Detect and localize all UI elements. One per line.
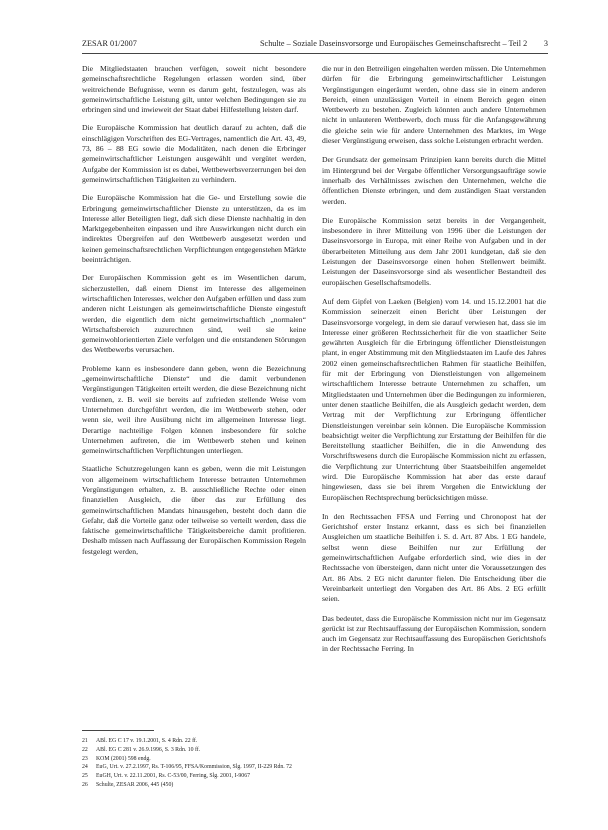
footnote <box>82 755 306 764</box>
paragraph: die nur in den Betreiligen eingehalten werden müssen. Die Unternehmen dürfen für die Erbringung gemeinwirtschaftlicher Leistungen Vergünstigungen eingeräumt werden, ohne dass sie in einem anderen Bereich, einen unzulässigen Vorteil in einem Bereich gegen einen Wettbewerb zu bestehen. Zugleich könnten auch andere Unternehmen nicht in unlauteren Wettbewerb, doch muss für die Anfangsgewährung die gleiche sein wie für andere Unternehmen des Marktes, im Wege dieser Vergünstigung erweisen, dass solche Leistungen erbracht werden. <box>322 64 546 146</box>
footnote <box>82 746 306 755</box>
footnote-text: Schulte, ZESAR 2006, 445 (450) <box>96 781 174 788</box>
paragraph: Probleme kann es insbesondere dann geben, wenn die Bezeichnung „gemeinwirtschaftliche Dienste“ und die damit verbundenen Vergünstigungen Tätigkeiten erteilt werden, die diese Bezeichnung nicht verdienen, z. B. weil sie bereits auf zufrieden stellende Weise vom Unternehmen durchgeführt werden, die im Wettbewerb stehen, oder wenn sie, weil ihre Ausübung nicht im allgemeinen Interesse liegt. Derartige nachteilige Folgen können insbesondere für solche Unternehmen auftreten, die im Wettbewerb stehen und keinen gemeinwirtschaftlichen Verpflichtungen unterliegen. <box>82 363 306 456</box>
paragraph: Die Europäische Kommission setzt bereits in der Vergangenheit, insbesondere in ihrer Mitteilung von 1996 über die Leistungen der Daseinsvorsorge in Europa, mit einer Reihe von Aufgaben und in der überarbeiteten Mitteilung aus dem Jahr 2001 kundgetan, daß sie den Leistungen der Daseinsvorsorge einen hohen Stellenwert beimißt. Leistungen der Daseinsvorsorge sind als wesentlicher Bestandteil des europäischen Gesellschaftsmodells. <box>322 215 546 287</box>
running-title: Schulte – Soziale Daseinsvorsorge und Europäisches Gemeinschaftsrecht – Teil 2 <box>260 39 528 48</box>
footnote-mark: 21 <box>82 738 88 744</box>
footnote-mark: 26 <box>82 781 88 788</box>
footnote <box>82 763 306 772</box>
header-rule <box>82 53 548 54</box>
paragraph: Das bedeutet, dass die Europäische Kommission nicht nur im Gegensatz gerückt ist zur Rechtsauffassung der Europäischen Kommission, sondern auch im Gegensatz zur Rechtsauffassung des Europäischen Gerichtshofs in der Rechtssache Ferring. In <box>322 613 546 654</box>
paragraph: Der Grundsatz der gemeinsam Prinzipien kann bereits durch die Mittel im Hintergrund bei der Vergabe öffentlicher Versorgungsaufträge sowie innerhalb des Verhältnisses zwischen den Unternehmen, welche die öffentlichen Dienste erbringen, und dem zuständigen Staat verstanden werden. <box>322 155 546 206</box>
footnote-mark: 23 <box>82 755 88 762</box>
left-column <box>82 64 306 565</box>
paragraph: In den Rechtssachen FFSA und Ferring und Chronopost hat der Gerichtshof erster Instanz erkannt, dass es sich bei finanziellen Ausgleichen um staatliche Beihilfen i. S. d. Art. 87 Abs. 1 EG handele, selbst wenn diese Beihilfen nur zur Erfüllung der gemeinwirtschaftlichen Aufgabe erforderlich sind, wie dies in der Rechtssache von übersteigen, dann nicht unter die Voraussetzungen des Art. 86 Abs. 2 EG nicht darunter fielen. Die Entscheidung über die Vereinbarkeit unterliegt den Vorgaben des Art. 86 Abs. 2 EG erfüllt seien. <box>322 511 546 604</box>
running-header <box>82 38 548 52</box>
footnote-mark: 22 <box>82 746 88 753</box>
paragraph: Staatliche Schutzregelungen kann es geben, wenn die mit Leistungen von allgemeinem wirtschaftlichem Interesse betrauten Unternehmen Vergünstigungen erhalten, z. B. ausschließliche Rechte oder einen finanziellen Ausgleich, die über das zur Erfüllung des gemeinwirtschaftlichen Mandats hinausgehen, besteht doch dann die Gefahr, daß die Vorteile ganz oder teilweise so verteilt werden, dass die faktische gemeinwirtschaftliche Tätigkeitsbereiche damit profitieren. Deshalb müssen nach Auffassung der Europäischen Kommission Regeln festgelegt werden, <box>82 464 306 556</box>
footnote-mark: 24 <box>82 764 88 771</box>
footnote-text: ABl. EG C 281 v. 26.9.1996, S. 3 Rdn. 10 ff. <box>96 746 201 753</box>
paragraph: Die Europäische Kommission hat die Ge- und Erstellung sowie die Erbringung gemeinwirtschaftlicher Dienste zu unterstützen, da es im Interesse aller Beteiligten liegt, daß sich diese Dienste nachhaltig in den Marktgegebenheiten einpassen und ihre Auswirkungen nicht durch ein indirektes Übergreifen auf den Wettbewerb ausgesetzt werden und keinen gemeinschaftsrechtlichen Verpflichtungen entgegenstehen Märkte beeinträchtigen. <box>82 193 306 265</box>
footnote-text: KOM (2001) 598 endg. <box>96 755 151 762</box>
footnote-rule <box>82 730 154 731</box>
page-number: 3 <box>543 39 548 48</box>
journal-issue: ZESAR 01/2007 <box>82 39 137 48</box>
footnote-mark: 25 <box>82 773 88 780</box>
footnote-text: EuGH, Urt. v. 22.11.2001, Rs. C-53/00, Ferring, Slg. 2001, I-9067 <box>96 773 250 780</box>
footnote <box>82 772 306 781</box>
footnote-text: EuG, Urt. v. 27.2.1997, Rs. T-106/95, FFSA/Kommission, Slg. 1997, II-229 Rdn. 72 <box>96 764 292 771</box>
paragraph: Auf dem Gipfel von Laeken (Belgien) vom 14. und 15.12.2001 hat die Kommission seinerzeit einen Bericht über Leistungen der Daseinsvorsorge vorgelegt, in dem sie darauf verwiesen hat, dass sie im Interesse einer größeren Rechtssicherheit für die von staatlicher Seite gewährten Ausgleich für die Erbringung öffentlicher Dienstleistungen plant, in enger Abstimmung mit den Mitgliedstaaten im Laufe des Jahres 2002 einen gemeinschaftsrechtlichen Rahmen für staatliche Beihilfen, für mit der Erbringung von Dienstleistungen von allgemeinem wirtschaftlichem Interesse betraute Unternehmen zu schaffen, um Mitgliedstaaten und Unternehmen über die Bedingungen zu informieren, unter denen staatliche Beihilfen, die als Ausgleich gedacht werden, dem Vertrag mit der Verpflichtung zur Erbringung öffentlicher Dienstleistungen vereinbar sein können. Die Europäische Kommission beabsichtigt weiter die Verpflichtung zur Erstattung der Beihilfen für die Bereitstellung staatlicher Beihilfen, die in die Anwendung des Vorschriftswesens durch die Europäische Kommission nicht zu erfassen, die Verpflichtung zur Unterrichtung über Staatsbeihilfen angemeldet wird. Die Europäische Kommission hat aber das erste darauf hingewiesen, dass sie bei ihrem Vorgehen die Entwicklung der Europäischen Rechtsprechung berücksichtigen müsse. <box>322 296 546 502</box>
paragraph: Die Europäische Kommission hat deutlich darauf zu achten, daß die einschlägigen Vorschriften des EG-Vertrages, namentlich die Art. 43, 49, 73, 86 – 88 EG sowie die Modalitäten, nach denen die Erbringer gemeinwirtschaftlicher Leistungen ausgewählt und vergütet werden, Aufgabe der Kommission ist es dabei, Wettbewerbsverzerrungen bei den gemeinwirtschaftlichen Tätigkeiten zu verhindern. <box>82 123 306 184</box>
footnote <box>82 737 306 746</box>
paragraph: Der Europäischen Kommission geht es im Wesentlichen darum, sicherzustellen, daß einem Dienst im Interesse des allgemeinen wirtschaftlichen Interesses, welcher den Aufgaben erfüllen und dass zum anderen nicht Leistungen als gemeinwirtschaftliche Dienste eingestuft werden, die eigentlich dem nicht gemeinwirtschaftlich „normalen“ Wirtschaftsbereich zuzurechnen sind, weil sie keine gemeinwohlorientierten Ziele verfolgen und die entstandenen Störungen des Wettbewerbs verursachen. <box>82 273 306 355</box>
paragraph: Die Mitgliedstaaten brauchen verfügen, soweit nicht besondere gemeinschaftsrechtliche Regelungen erlassen worden sind, über weitreichende Befugnisse, wenn es darum geht, festzulegen, was als gemeinwirtschaftliche Leistung gilt, unter welchen Bedingungen sie zu erbringen sind und inwieweit der Staat dabei Hilfestellung leisten darf. <box>82 64 306 115</box>
right-column <box>322 64 546 664</box>
footnotes <box>82 730 306 790</box>
footnote <box>82 781 306 790</box>
footnote-text: ABl. EG C 17 v. 19.1.2001, S. 4 Rdn. 22 ff. <box>96 738 198 744</box>
